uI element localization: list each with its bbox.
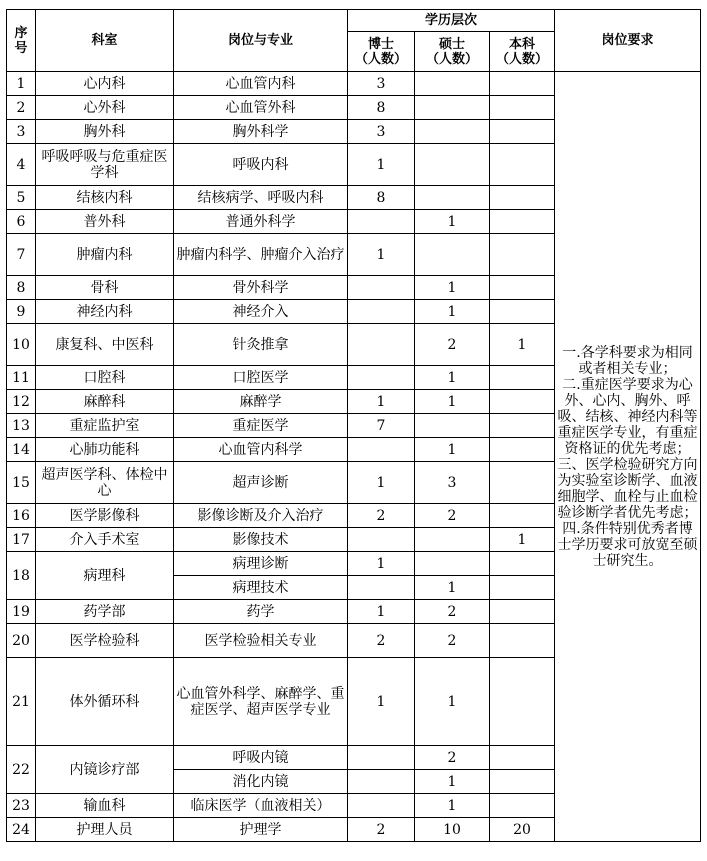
phd-count bbox=[348, 528, 415, 552]
phd-count: 1 bbox=[348, 600, 415, 624]
master-count bbox=[415, 72, 490, 96]
department-name: 骨科 bbox=[36, 276, 174, 300]
position-specialty: 病理技术 bbox=[174, 576, 348, 600]
position-specialty: 心血管外科学、麻醉学、重症医学、超声医学专业 bbox=[174, 658, 348, 746]
master-count bbox=[415, 552, 490, 576]
master-count bbox=[415, 528, 490, 552]
department-name: 口腔科 bbox=[36, 366, 174, 390]
department-name: 康复科、中医科 bbox=[36, 324, 174, 366]
row-number: 1 bbox=[7, 72, 36, 96]
master-count: 10 bbox=[415, 818, 490, 842]
bachelor-count bbox=[490, 552, 555, 576]
bachelor-count bbox=[490, 770, 555, 794]
master-count: 1 bbox=[415, 794, 490, 818]
bachelor-count bbox=[490, 366, 555, 390]
header-bachelor: 本科 （人数） bbox=[490, 32, 555, 72]
department-name: 普外科 bbox=[36, 210, 174, 234]
bachelor-count bbox=[490, 120, 555, 144]
position-specialty: 心血管外科 bbox=[174, 96, 348, 120]
master-count: 1 bbox=[415, 210, 490, 234]
row-number: 20 bbox=[7, 624, 36, 658]
position-specialty: 胸外科学 bbox=[174, 120, 348, 144]
row-number: 7 bbox=[7, 234, 36, 276]
row-number: 19 bbox=[7, 600, 36, 624]
phd-count: 2 bbox=[348, 624, 415, 658]
header-master: 硕士 （人数） bbox=[415, 32, 490, 72]
bachelor-count bbox=[490, 390, 555, 414]
department-name: 神经内科 bbox=[36, 300, 174, 324]
row-number: 16 bbox=[7, 504, 36, 528]
master-count: 2 bbox=[415, 504, 490, 528]
department-name: 心外科 bbox=[36, 96, 174, 120]
position-specialty: 肿瘤内科学、肿瘤介入治疗 bbox=[174, 234, 348, 276]
bachelor-count bbox=[490, 438, 555, 462]
row-number: 13 bbox=[7, 414, 36, 438]
bachelor-count: 1 bbox=[490, 528, 555, 552]
position-specialty: 病理诊断 bbox=[174, 552, 348, 576]
position-specialty: 消化内镜 bbox=[174, 770, 348, 794]
bachelor-count bbox=[490, 504, 555, 528]
phd-count bbox=[348, 576, 415, 600]
department-name: 体外循环科 bbox=[36, 658, 174, 746]
department-name: 呼吸呼吸与危重症医学科 bbox=[36, 144, 174, 186]
phd-count bbox=[348, 366, 415, 390]
department-name: 医学影像科 bbox=[36, 504, 174, 528]
position-specialty: 影像技术 bbox=[174, 528, 348, 552]
master-count bbox=[415, 414, 490, 438]
master-count: 2 bbox=[415, 324, 490, 366]
row-number: 3 bbox=[7, 120, 36, 144]
department-name: 医学检验科 bbox=[36, 624, 174, 658]
phd-count bbox=[348, 324, 415, 366]
position-specialty: 心血管内科 bbox=[174, 72, 348, 96]
position-specialty: 超声诊断 bbox=[174, 462, 348, 504]
phd-count: 8 bbox=[348, 96, 415, 120]
department-name: 输血科 bbox=[36, 794, 174, 818]
master-count: 2 bbox=[415, 624, 490, 658]
row-number: 5 bbox=[7, 186, 36, 210]
position-specialty: 心血管内科学 bbox=[174, 438, 348, 462]
phd-count: 2 bbox=[348, 818, 415, 842]
phd-count: 1 bbox=[348, 234, 415, 276]
department-name: 病理科 bbox=[36, 552, 174, 600]
bachelor-count bbox=[490, 276, 555, 300]
bachelor-count bbox=[490, 794, 555, 818]
bachelor-count bbox=[490, 96, 555, 120]
master-count: 1 bbox=[415, 366, 490, 390]
row-number: 18 bbox=[7, 552, 36, 600]
phd-count bbox=[348, 794, 415, 818]
position-specialty: 医学检验相关专业 bbox=[174, 624, 348, 658]
position-specialty: 神经介入 bbox=[174, 300, 348, 324]
phd-count bbox=[348, 276, 415, 300]
bachelor-count bbox=[490, 624, 555, 658]
row-number: 11 bbox=[7, 366, 36, 390]
department-name: 胸外科 bbox=[36, 120, 174, 144]
master-count: 2 bbox=[415, 746, 490, 770]
master-count: 1 bbox=[415, 390, 490, 414]
position-requirements: 一.各学科要求为相同或者相关专业； 二.重症医学要求为心外、心内、胸外、呼吸、结核、神经内科等重症医学专业，有重症资格证的优先考虑； 三、医学检验研究方向为实验室诊断学、血液细胞学、血栓与止血检验诊断学者优先考虑； 四.条件特别优秀者博士学历要求可放宽至硕士研究生。 bbox=[555, 72, 701, 842]
row-number: 15 bbox=[7, 462, 36, 504]
department-name: 心内科 bbox=[36, 72, 174, 96]
header-dept: 科室 bbox=[36, 10, 174, 72]
position-specialty: 呼吸内科 bbox=[174, 144, 348, 186]
row-number: 10 bbox=[7, 324, 36, 366]
phd-count: 8 bbox=[348, 186, 415, 210]
phd-count bbox=[348, 770, 415, 794]
position-specialty: 重症医学 bbox=[174, 414, 348, 438]
phd-count bbox=[348, 746, 415, 770]
row-number: 8 bbox=[7, 276, 36, 300]
phd-count: 3 bbox=[348, 120, 415, 144]
phd-count bbox=[348, 438, 415, 462]
master-count: 3 bbox=[415, 462, 490, 504]
phd-count: 7 bbox=[348, 414, 415, 438]
department-name: 重症监护室 bbox=[36, 414, 174, 438]
recruitment-table bbox=[6, 9, 701, 842]
row-number: 4 bbox=[7, 144, 36, 186]
row-number: 9 bbox=[7, 300, 36, 324]
bachelor-count: 1 bbox=[490, 324, 555, 366]
bachelor-count bbox=[490, 210, 555, 234]
master-count bbox=[415, 144, 490, 186]
position-specialty: 针灸推拿 bbox=[174, 324, 348, 366]
department-name: 药学部 bbox=[36, 600, 174, 624]
row-number: 24 bbox=[7, 818, 36, 842]
department-name: 超声医学科、体检中心 bbox=[36, 462, 174, 504]
bachelor-count bbox=[490, 414, 555, 438]
table-body bbox=[7, 72, 701, 842]
position-specialty: 护理学 bbox=[174, 818, 348, 842]
bachelor-count bbox=[490, 746, 555, 770]
row-number: 22 bbox=[7, 746, 36, 794]
master-count: 2 bbox=[415, 600, 490, 624]
row-number: 21 bbox=[7, 658, 36, 746]
master-count: 1 bbox=[415, 658, 490, 746]
row-number: 17 bbox=[7, 528, 36, 552]
master-count bbox=[415, 234, 490, 276]
header-education-level: 学历层次 bbox=[348, 10, 555, 32]
master-count bbox=[415, 120, 490, 144]
header-seq: 序 号 bbox=[7, 10, 36, 72]
bachelor-count bbox=[490, 462, 555, 504]
row-number: 6 bbox=[7, 210, 36, 234]
bachelor-count bbox=[490, 576, 555, 600]
phd-count: 1 bbox=[348, 144, 415, 186]
phd-count bbox=[348, 300, 415, 324]
position-specialty: 结核病学、呼吸内科 bbox=[174, 186, 348, 210]
department-name: 护理人员 bbox=[36, 818, 174, 842]
bachelor-count bbox=[490, 186, 555, 210]
phd-count: 1 bbox=[348, 658, 415, 746]
position-specialty: 呼吸内镜 bbox=[174, 746, 348, 770]
position-specialty: 口腔医学 bbox=[174, 366, 348, 390]
phd-count: 2 bbox=[348, 504, 415, 528]
department-name: 心肺功能科 bbox=[36, 438, 174, 462]
bachelor-count bbox=[490, 72, 555, 96]
department-name: 结核内科 bbox=[36, 186, 174, 210]
master-count bbox=[415, 96, 490, 120]
row-number: 2 bbox=[7, 96, 36, 120]
header-phd: 博士 （人数） bbox=[348, 32, 415, 72]
phd-count: 1 bbox=[348, 390, 415, 414]
master-count: 1 bbox=[415, 300, 490, 324]
position-specialty: 药学 bbox=[174, 600, 348, 624]
header-position: 岗位与专业 bbox=[174, 10, 348, 72]
bachelor-count bbox=[490, 144, 555, 186]
position-specialty: 普通外科学 bbox=[174, 210, 348, 234]
phd-count: 1 bbox=[348, 462, 415, 504]
bachelor-count bbox=[490, 658, 555, 746]
master-count: 1 bbox=[415, 276, 490, 300]
position-specialty: 骨外科学 bbox=[174, 276, 348, 300]
position-specialty: 麻醉学 bbox=[174, 390, 348, 414]
bachelor-count bbox=[490, 234, 555, 276]
master-count: 1 bbox=[415, 438, 490, 462]
row-number: 14 bbox=[7, 438, 36, 462]
phd-count bbox=[348, 210, 415, 234]
phd-count: 1 bbox=[348, 552, 415, 576]
table-row bbox=[7, 72, 701, 96]
department-name: 内镜诊疗部 bbox=[36, 746, 174, 794]
phd-count: 3 bbox=[348, 72, 415, 96]
master-count: 1 bbox=[415, 576, 490, 600]
bachelor-count bbox=[490, 600, 555, 624]
bachelor-count bbox=[490, 300, 555, 324]
row-number: 23 bbox=[7, 794, 36, 818]
bachelor-count: 20 bbox=[490, 818, 555, 842]
department-name: 介入手术室 bbox=[36, 528, 174, 552]
department-name: 肿瘤内科 bbox=[36, 234, 174, 276]
row-number: 12 bbox=[7, 390, 36, 414]
header-requirements: 岗位要求 bbox=[555, 10, 701, 72]
position-specialty: 临床医学（血液相关） bbox=[174, 794, 348, 818]
position-specialty: 影像诊断及介入治疗 bbox=[174, 504, 348, 528]
master-count bbox=[415, 186, 490, 210]
department-name: 麻醉科 bbox=[36, 390, 174, 414]
master-count: 1 bbox=[415, 770, 490, 794]
